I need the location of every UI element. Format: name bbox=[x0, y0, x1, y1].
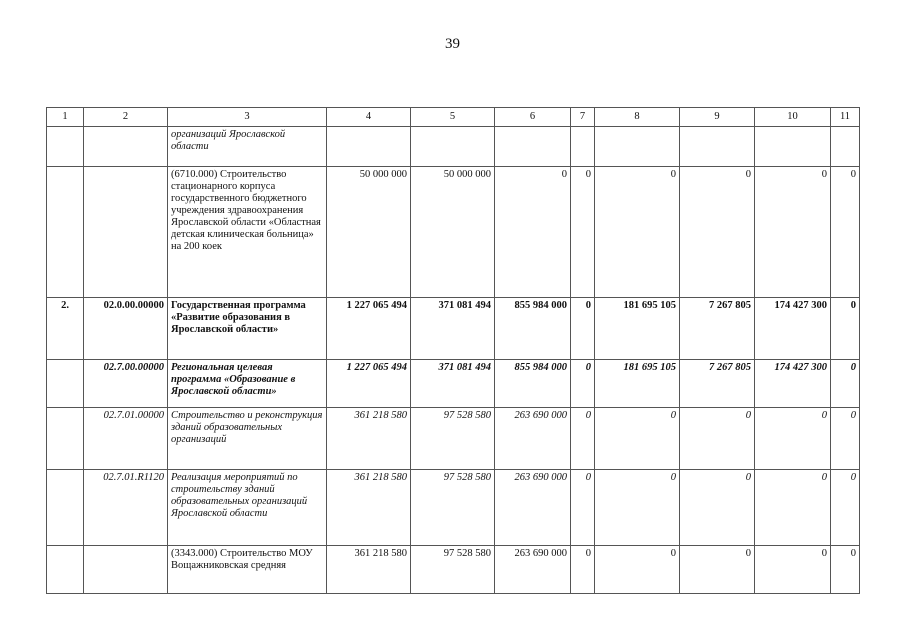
value-cell bbox=[411, 127, 495, 167]
column-number: 1 bbox=[47, 108, 84, 127]
table-row bbox=[47, 546, 860, 594]
value-cell: 0 bbox=[571, 470, 595, 546]
row-index bbox=[47, 408, 84, 470]
column-number-row bbox=[47, 108, 860, 127]
table-row bbox=[47, 298, 860, 360]
value-cell: 50 000 000 bbox=[327, 167, 411, 298]
description-cell: Региональная целевая программа «Образование в Ярославской области» bbox=[168, 360, 327, 408]
value-cell: 0 bbox=[595, 546, 680, 594]
code-cell: 02.0.00.00000 bbox=[84, 298, 168, 360]
column-number: 5 bbox=[411, 108, 495, 127]
column-number: 10 bbox=[755, 108, 831, 127]
value-cell: 0 bbox=[831, 298, 860, 360]
value-cell: 0 bbox=[831, 408, 860, 470]
column-number: 11 bbox=[831, 108, 860, 127]
code-cell: 02.7.00.00000 bbox=[84, 360, 168, 408]
value-cell: 0 bbox=[831, 546, 860, 594]
value-cell: 0 bbox=[755, 470, 831, 546]
value-cell: 855 984 000 bbox=[495, 360, 571, 408]
value-cell bbox=[680, 127, 755, 167]
code-cell bbox=[84, 546, 168, 594]
value-cell: 855 984 000 bbox=[495, 298, 571, 360]
value-cell: 0 bbox=[831, 167, 860, 298]
budget-table bbox=[46, 107, 860, 594]
row-index: 2. bbox=[47, 298, 84, 360]
value-cell: 371 081 494 bbox=[411, 298, 495, 360]
table-row bbox=[47, 360, 860, 408]
value-cell: 0 bbox=[831, 470, 860, 546]
table-row bbox=[47, 470, 860, 546]
page-number: 39 bbox=[445, 36, 460, 52]
value-cell: 97 528 580 bbox=[411, 546, 495, 594]
value-cell: 7 267 805 bbox=[680, 360, 755, 408]
value-cell: 0 bbox=[571, 546, 595, 594]
value-cell: 50 000 000 bbox=[411, 167, 495, 298]
value-cell: 0 bbox=[595, 167, 680, 298]
value-cell: 0 bbox=[571, 408, 595, 470]
value-cell: 0 bbox=[755, 546, 831, 594]
value-cell: 0 bbox=[571, 298, 595, 360]
value-cell: 0 bbox=[680, 546, 755, 594]
value-cell: 361 218 580 bbox=[327, 408, 411, 470]
column-number: 2 bbox=[84, 108, 168, 127]
description-cell: Строительство и реконструкция зданий образовательных организаций bbox=[168, 408, 327, 470]
column-number: 3 bbox=[168, 108, 327, 127]
value-cell: 0 bbox=[495, 167, 571, 298]
value-cell: 0 bbox=[595, 408, 680, 470]
row-index bbox=[47, 360, 84, 408]
value-cell: 97 528 580 bbox=[411, 470, 495, 546]
value-cell bbox=[495, 127, 571, 167]
description-cell: Государственная программа «Развитие образования в Ярославской области» bbox=[168, 298, 327, 360]
value-cell: 0 bbox=[755, 408, 831, 470]
row-index bbox=[47, 546, 84, 594]
value-cell: 0 bbox=[571, 360, 595, 408]
row-index bbox=[47, 127, 84, 167]
table-row bbox=[47, 127, 860, 167]
value-cell: 1 227 065 494 bbox=[327, 360, 411, 408]
value-cell: 361 218 580 bbox=[327, 470, 411, 546]
value-cell: 263 690 000 bbox=[495, 546, 571, 594]
table-row bbox=[47, 167, 860, 298]
column-number: 9 bbox=[680, 108, 755, 127]
value-cell: 7 267 805 bbox=[680, 298, 755, 360]
description-cell: (3343.000) Строительство МОУ Вощажниковская средняя bbox=[168, 546, 327, 594]
description-cell: (6710.000) Строительство стационарного корпуса государственного бюджетного учреждения здравоохранения Ярославской области «Областная детская клиническая больница» на 200 коек bbox=[168, 167, 327, 298]
value-cell bbox=[571, 127, 595, 167]
value-cell: 0 bbox=[680, 470, 755, 546]
value-cell: 263 690 000 bbox=[495, 470, 571, 546]
description-cell: организаций Ярославской области bbox=[168, 127, 327, 167]
column-number: 4 bbox=[327, 108, 411, 127]
column-number: 8 bbox=[595, 108, 680, 127]
code-cell: 02.7.01.00000 bbox=[84, 408, 168, 470]
row-index bbox=[47, 470, 84, 546]
value-cell: 1 227 065 494 bbox=[327, 298, 411, 360]
value-cell bbox=[595, 127, 680, 167]
value-cell: 263 690 000 bbox=[495, 408, 571, 470]
column-number: 7 bbox=[571, 108, 595, 127]
code-cell bbox=[84, 167, 168, 298]
value-cell: 97 528 580 bbox=[411, 408, 495, 470]
value-cell: 0 bbox=[680, 408, 755, 470]
value-cell: 174 427 300 bbox=[755, 360, 831, 408]
row-index bbox=[47, 167, 84, 298]
value-cell: 371 081 494 bbox=[411, 360, 495, 408]
value-cell: 0 bbox=[755, 167, 831, 298]
table-row bbox=[47, 408, 860, 470]
value-cell: 181 695 105 bbox=[595, 360, 680, 408]
code-cell: 02.7.01.R1120 bbox=[84, 470, 168, 546]
code-cell bbox=[84, 127, 168, 167]
value-cell: 174 427 300 bbox=[755, 298, 831, 360]
value-cell: 0 bbox=[571, 167, 595, 298]
value-cell: 0 bbox=[831, 360, 860, 408]
column-number: 6 bbox=[495, 108, 571, 127]
value-cell bbox=[831, 127, 860, 167]
value-cell: 181 695 105 bbox=[595, 298, 680, 360]
value-cell: 0 bbox=[680, 167, 755, 298]
value-cell bbox=[755, 127, 831, 167]
value-cell bbox=[327, 127, 411, 167]
description-cell: Реализация мероприятий по строительству зданий образовательных организаций Ярославской области bbox=[168, 470, 327, 546]
value-cell: 0 bbox=[595, 470, 680, 546]
value-cell: 361 218 580 bbox=[327, 546, 411, 594]
